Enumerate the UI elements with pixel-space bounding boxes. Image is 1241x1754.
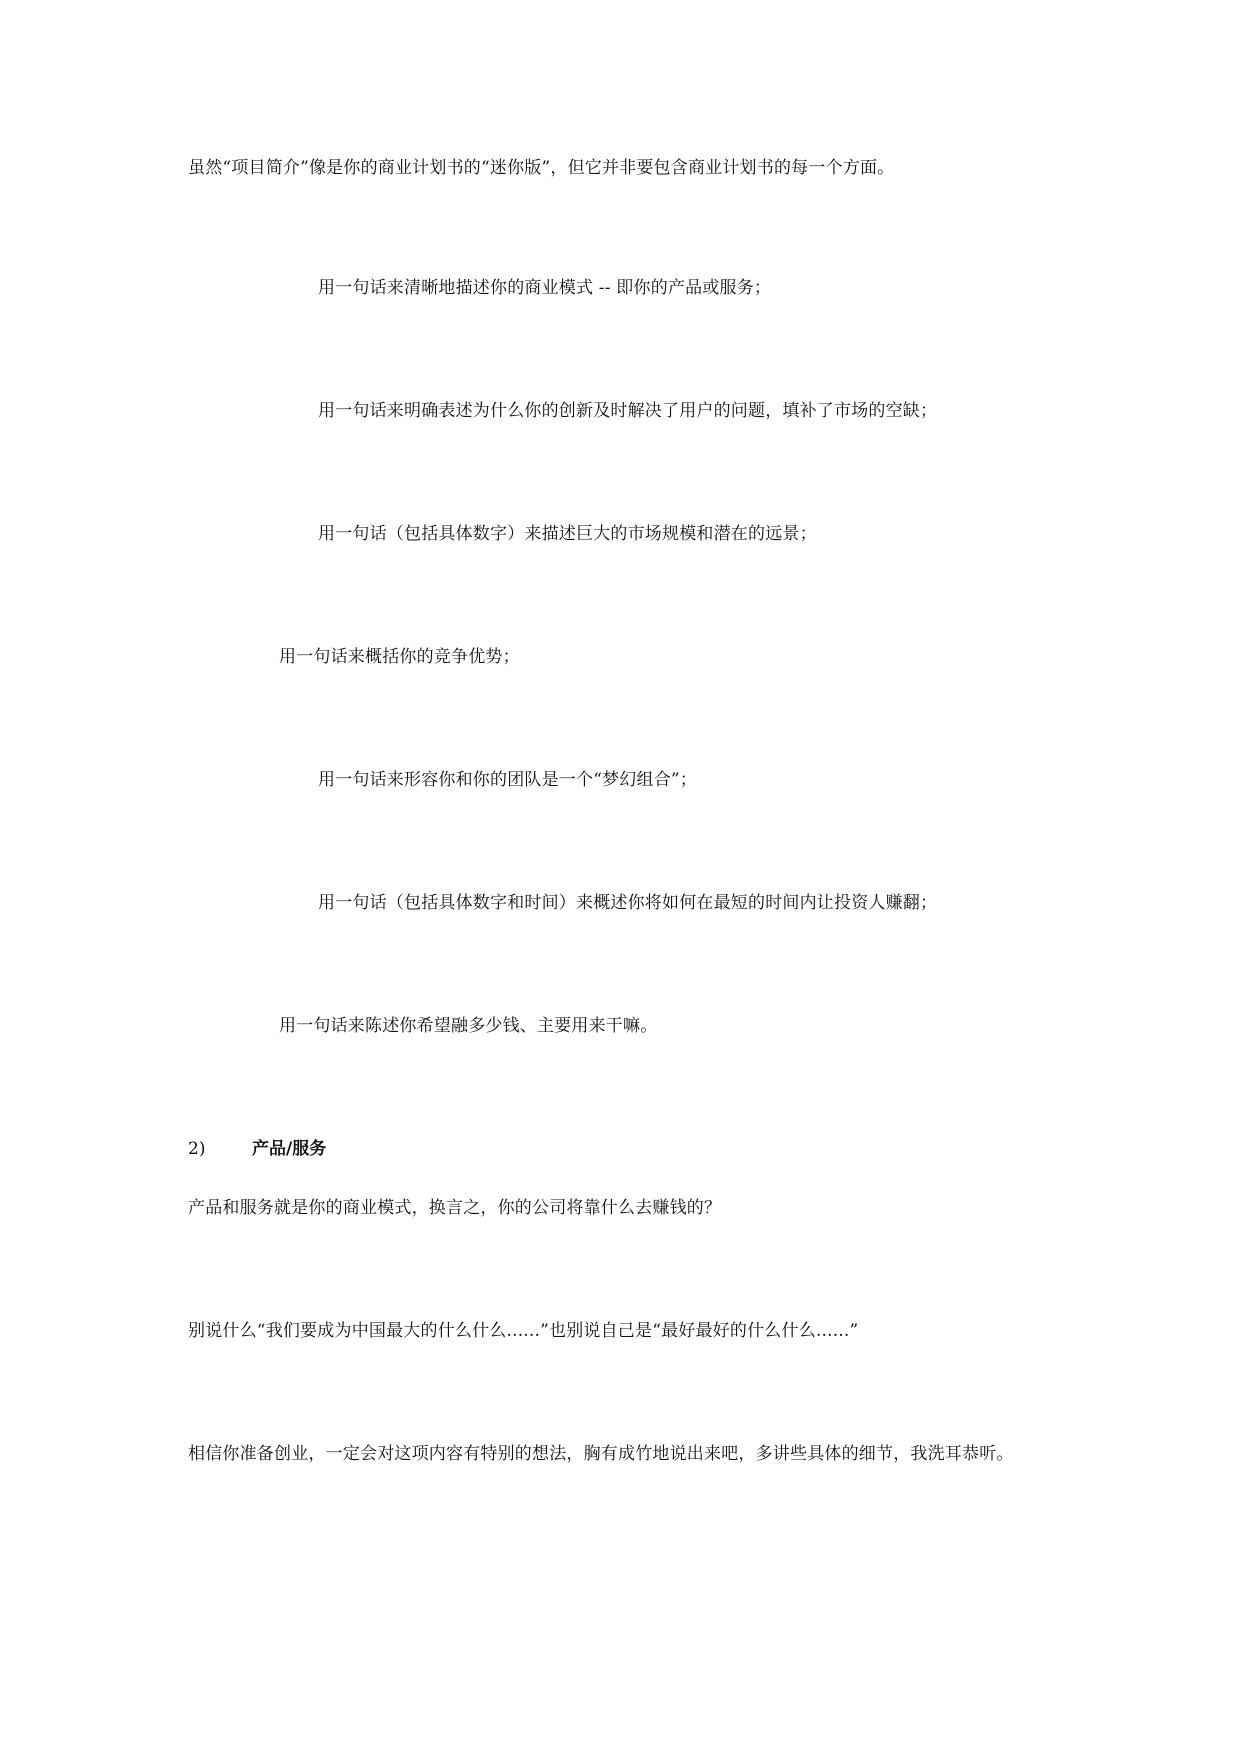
bullet-item: 用一句话来陈述你希望融多少钱、主要用来干嘛。 [279,1016,658,1036]
bullet-item: 用一句话来概括你的竞争优势； [279,647,520,667]
section-heading [188,1137,326,1161]
body-paragraph: 相信你准备创业，一定会对这项内容有特别的想法，胸有成竹地说出来吧，多讲些具体的细节，我洗耳恭听。 [188,1444,1014,1464]
body-paragraph: 别说什么“我们要成为中国最大的什么什么......”也别说自己是“最好最好的什么什么......” [188,1321,859,1341]
bullet-item: 用一句话来明确表述为什么你的创新及时解决了用户的问题，填补了市场的空缺； [318,401,938,421]
bullet-item: 用一句话（包括具体数字和时间）来概述你将如何在最短的时间内让投资人赚翻； [318,893,938,913]
body-paragraph: 产品和服务就是你的商业模式，换言之，你的公司将靠什么去赚钱的？ [188,1198,722,1218]
bullet-item: 用一句话（包括具体数字）来描述巨大的市场规模和潜在的远景； [318,524,817,544]
section-title: 产品/服务 [252,1139,327,1159]
bullet-item: 用一句话来清晰地描述你的商业模式 -- 即你的产品或服务； [318,278,772,298]
bullet-item: 用一句话来形容你和你的团队是一个“梦幻组合”； [318,770,697,790]
section-number: 2) [188,1139,206,1159]
intro-paragraph: 虽然“项目简介”像是你的商业计划书的“迷你版”，但它并非要包含商业计划书的每一个方面。 [188,158,895,178]
